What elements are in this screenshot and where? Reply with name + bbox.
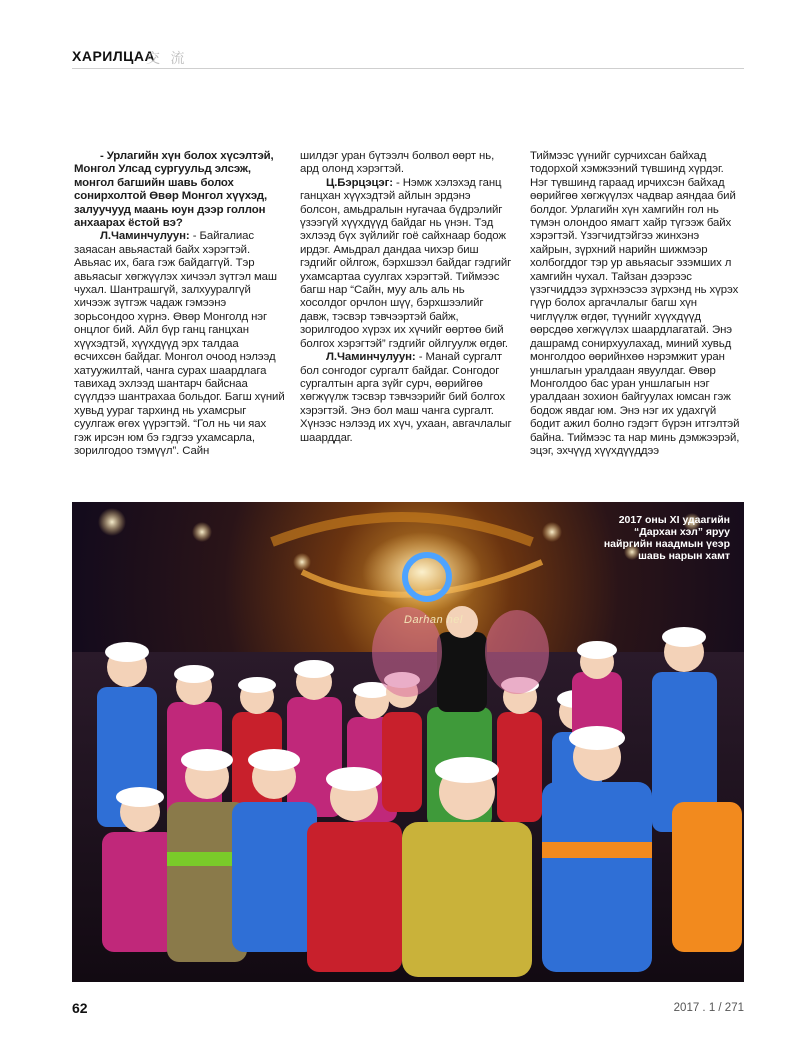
paragraph: Тиймээс үүнийг сурчихсан байхад тодорхой хэмжээний түвшинд хүрдэг. Нэг түвшинд гараад ирчихсэн байхад өөрийгөө хөгжүүлэх чадвар аяндаа бий болдог. Урлагийн хүн хамгийн гол нь түмэн олондоо ямагт хайр түгээж байх хэрэгтэй. Үзэгчидтэйгээ жинхэнэ хайрын, зүрхний нарийн шижмээр холбогддог тэр ур авьяасыг эзэмших л хамгийн чухал. Тайзан дээрээс үзэгчиддээ зүрхнээсээ зүрхэнд нь хүрэх гүүр болох аргачлалыг багш хүн чиглүүлж өгдөг, түүнийг хүүхдүүд өөрсдөө хөгжүүлэх шаардлагатай. Энэ дашрамд сонирхуулахад, миний хувьд монголдоо өөрийнхөө нэрэмжит уран уншлагын уралдаан явуулдаг. Өвөр Монголдоо бас уран уншлагын нэг уралдаан зохион байгуулах юмсан гэж бодож явдаг юм. Энэ нэг их удахгүй бодит ажил болно гэдэгт бүрэн итгэлтэй байна. Тиймээс та нар минь дэмжээрэй, эцэг, эхчүүд хүүхдүүддээ <box>530 150 740 457</box>
answer-text: - Манай сургалт бол сонгодог сургалт байдаг. Сонгодог сургалтын арга зүйг сурч, өөрийгөө хөгжүүлж тэсвэр тэвчээрийг бий болгох хэрэгтэй. Энэ бол маш чанга сургалт. Хүнээс нэлээд их хүч, ухаан, авгачлалыг шаарддаг. <box>300 351 512 444</box>
speaker-name: Ц.Бэрцэцэг: <box>326 176 393 189</box>
text-column-2 <box>300 150 512 445</box>
speaker-name: Л.Чаминчулуун: <box>100 230 190 243</box>
text-column-3 <box>530 150 742 458</box>
interview-question: - Урлагийн хүн болох хүсэлтэй, Монгол Улсад сургуульд элсэж, монгол багшийн шавь болох сонирхолтой Өвөр Монгол хүүхэд, залуучууд маань юун дээр голлон анхаарах ёстой вэ? <box>74 150 274 230</box>
paragraph: шилдэг уран бүтээлч болвол өөрт нь, ард олонд хэрэгтэй. <box>300 150 495 176</box>
interview-answer <box>300 177 512 351</box>
page-header <box>72 48 744 69</box>
issue-number: 2017 . 1 / 271 <box>673 1002 744 1014</box>
photo-illustration <box>72 502 744 982</box>
section-title: ХАРИЛЦАА <box>72 48 156 64</box>
photo-caption: 2017 оны XI удаагийн “Дархан хэл” яруу найргийн наадмын үеэр шавь нарын хамт <box>603 514 730 562</box>
answer-text: - Байгалиас заяасан авьяастай байх хэрэгтэй. Авьяас их, бага гэж байдаггүй. Тэр авьяасыг хөгжүүлэх хичээл зүтгэл маш чухал. Шантрашгүй, залхууралгүй хичээж зүтгэж чадаж гэмээнэ зорьсондоо хүрнэ. Өвөр Монголд нэг онцлог бий. Айл бүр ганц ганцхан хүүхэдтэй, хүүхдүүд эрх талдаа өсчихсөн байдаг. Монгол очоод нэлээд хатуужилтай, чанга сурах шаардлага тавихад эхлээд шантарч байснаа сүүлдээ шантрахаа больдог. Багш хүний хувьд уураг тархинд нь ухамсрыг суулгаж өгөх үүрэгтэй. “Гол нь чи яах гэж ирсэн юм бэ гэдгээ ухамсарла, зорилгодоо тэмүүл”. Сайн <box>74 230 285 457</box>
answer-text: - Нэмж хэлэхэд ганц ганцхан хүүхэдтэй айлын эрдэнэ болсон, амьдралын нугачаа бүдрэлийг үзээгүй хүүхдүүд байдаг нь үнэн. Тэд эхлээд бүх зүйлийг гоё сайхнаар бодож ирдэг. Амьдрал дандаа чихэр биш гэдгийг ойлгож, бэрхшээл байдаг гэдгийг ухамсартаа суулгах хэрэгтэй. Тиймээс багш нар “Сайн, муу аль аль нь хосолдог орчлон шүү, бэрхшээлийг давж, тэсвэр тэвчээртэй байж, зорилгодоо хүрэх их хүчийг өөртөө бий болгох хэрэгтэй” гэдгийг ойлгуулж өгдөг. <box>300 176 512 350</box>
group-photo <box>72 502 744 982</box>
page-number: 62 <box>72 1000 88 1016</box>
speaker-name: Л.Чаминчулуун: <box>326 351 416 364</box>
section-title-chinese: 交 流 <box>146 51 188 67</box>
interview-answer <box>300 351 512 445</box>
stage-logo-text: Darhan hel <box>404 614 463 626</box>
interview-answer <box>74 230 286 458</box>
text-column-1 <box>74 150 286 458</box>
